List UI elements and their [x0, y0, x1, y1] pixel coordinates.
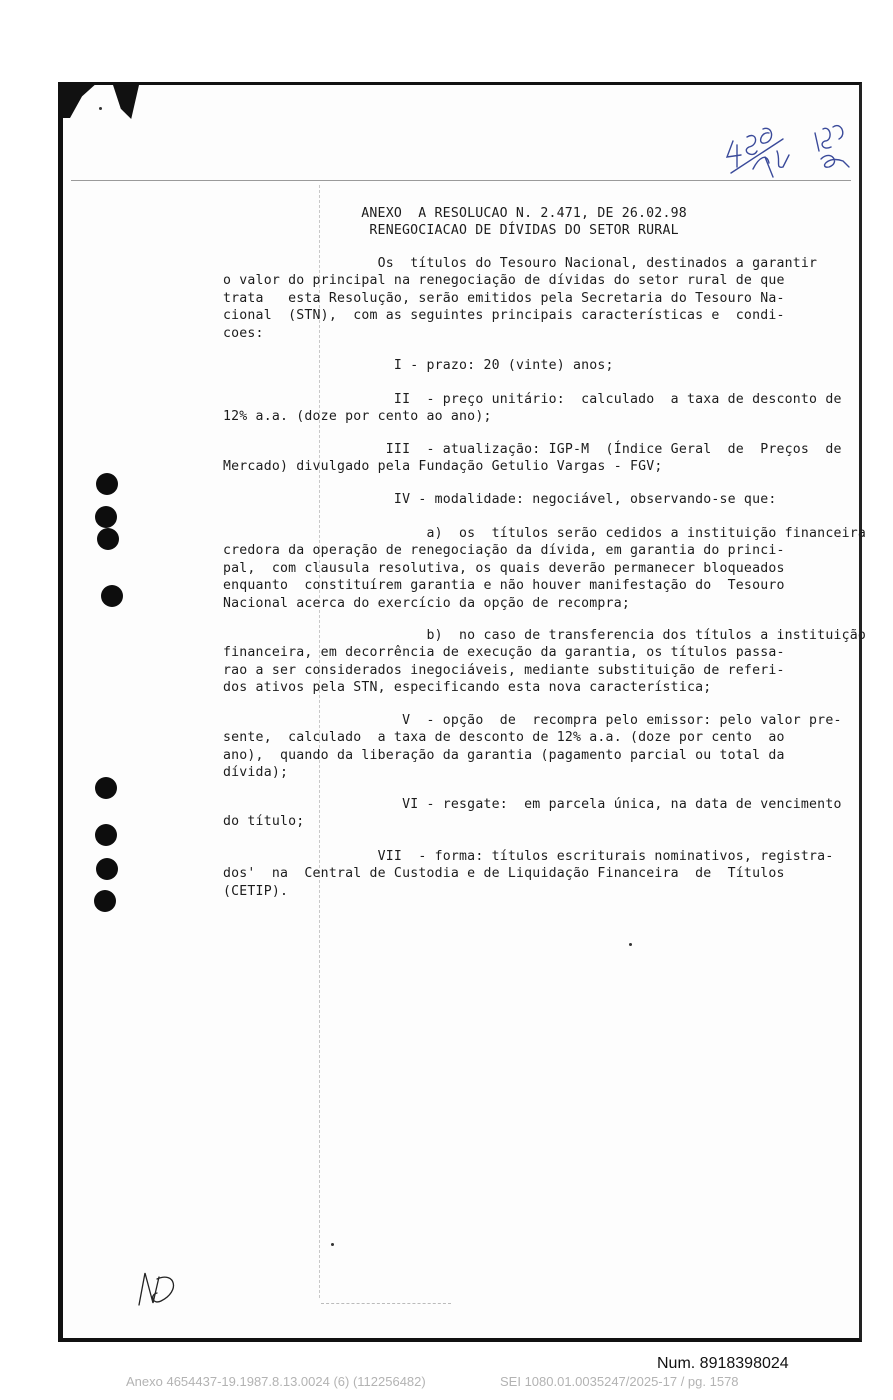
- document-title: ANEXO A RESOLUCAO N. 2.471, DE 26.02.98 RENEGOCIACAO DE DÍVIDAS DO SETOR RURAL: [361, 206, 687, 239]
- item-iv-modalidade: IV - modalidade: negociável, observando-se que:: [223, 492, 777, 507]
- annex-reference: Anexo 4654437-19.1987.8.13.0024 (6) (112256482): [126, 1374, 426, 1389]
- item-iv-a: a) os títulos serão cedidos a instituição financeira credora da operação de renegociação da dívida, em garantia do princi- pal, com clausula resolutiva, os quais deverão permanecer bloqueados enquanto constituírem garantia e não houver manifestação do Tesouro Nacional acerca do exercício da opção de recompra;: [223, 526, 867, 611]
- item-v-opcao-recompra: V - opção de recompra pelo emissor: pelo valor pre- sente, calculado a taxa de desconto de 12% a.a. (doze por cento ao ano), quando da liberação da garantia (pagamento parcial ou total da dívida);: [223, 713, 842, 781]
- punch-hole: [101, 585, 123, 607]
- document-number: Num. 8918398024: [657, 1355, 789, 1372]
- punch-hole: [94, 890, 116, 912]
- item-vii-forma: VII - forma: títulos escriturais nominativos, registra- dos' na Central de Custodia e de Liquidação Financeira de Títulos (CETIP).: [223, 849, 834, 899]
- item-iv-b: b) no caso de transferencia dos títulos a instituição financeira, em decorrência de execução da garantia, os títulos passa- rao a ser considerados inegociáveis, mediante substituição de referi- dos ativos pela STN, especificando esta nova característica;: [223, 628, 867, 696]
- punch-hole: [95, 824, 117, 846]
- punch-hole: [96, 473, 118, 495]
- punch-hole: [95, 777, 117, 799]
- sei-reference: SEI 1080.01.0035247/2025-17 / pg. 1578: [500, 1374, 739, 1389]
- scan-corner-mark: [58, 82, 98, 118]
- item-i-prazo: I - prazo: 20 (vinte) anos;: [223, 358, 614, 373]
- punch-hole: [97, 528, 119, 550]
- scan-speck: [99, 107, 102, 110]
- scanned-page: [58, 82, 867, 1342]
- item-vi-resgate: VI - resgate: em parcela única, na data de vencimento do título;: [223, 797, 842, 830]
- punch-hole: [96, 858, 118, 880]
- item-iii-atualizacao: III - atualização: IGP-M (Índice Geral de Preços de Mercado) divulgado pela Fundação Getulio Vargas - FGV;: [223, 442, 842, 475]
- item-ii-preco-unitario: II - preço unitário: calculado a taxa de desconto de 12% a.a. (doze por cento ao ano);: [223, 392, 842, 425]
- scan-speck: [331, 1243, 334, 1246]
- bottom-dash-line: [321, 1303, 451, 1304]
- scan-speck: [629, 943, 632, 946]
- punch-hole: [95, 506, 117, 528]
- intro-paragraph: Os títulos do Tesouro Nacional, destinados a garantir o valor do principal na renegociação de dívidas do setor rural de que trata esta Resolução, serão emitidos pela Secretaria do Tesouro Na- cional (STN), com as seguintes principais características e condi- coes:: [223, 256, 818, 341]
- handwritten-initials: [131, 1265, 191, 1315]
- handwritten-page-number-annotation: [723, 111, 863, 191]
- scan-corner-mark: [113, 85, 139, 119]
